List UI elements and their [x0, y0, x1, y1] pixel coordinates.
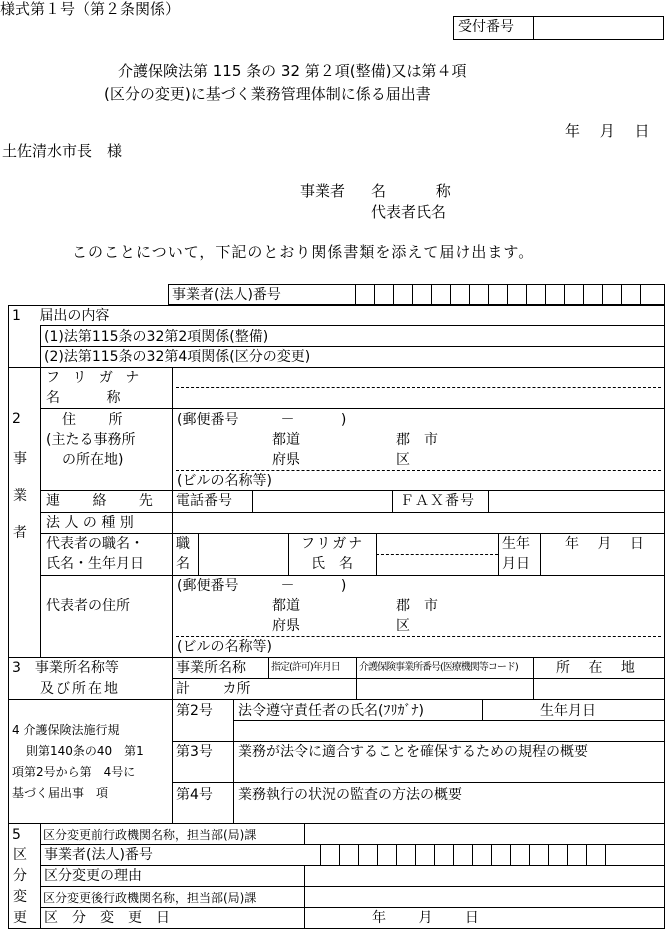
- representative-label: 代表者氏名: [371, 203, 447, 221]
- title-line2: (区分の変更)に基づく業務管理体制に係る届出書: [104, 85, 431, 103]
- post-change-authority-label: 区分変更後行政機関名称，担当部(局)課: [43, 891, 257, 905]
- rep-to-do-label: 都道: [272, 598, 300, 614]
- pre-change-authority-label: 区分変更前行政機関名称，担当部(局)課: [43, 828, 257, 842]
- section5-corp-number-label: 事業者(法人)番号: [44, 847, 153, 863]
- building-name-field[interactable]: (ビルの名称等): [177, 473, 272, 489]
- address-sublabel1: (主たる事務所: [46, 432, 136, 448]
- section3-label2: 及び所在地: [40, 681, 120, 697]
- business-name-field[interactable]: [176, 371, 661, 407]
- phone-field[interactable]: [253, 491, 391, 511]
- receipt-number-field[interactable]: [534, 17, 663, 39]
- location-header: 所 在 地: [556, 660, 635, 676]
- section5-number: 5: [12, 827, 21, 843]
- post-change-authority-field[interactable]: [305, 887, 664, 906]
- applicant-name-label: 名 称: [371, 182, 451, 200]
- corp-type-field[interactable]: [173, 513, 664, 533]
- section1-option2[interactable]: (2)法第115条の32第4項関係(区分の変更): [44, 349, 311, 365]
- addressee: 土佐清水市長 様: [2, 142, 123, 160]
- rep-title-label2: 氏名・生年月日: [46, 556, 144, 572]
- submission-date: 年 月 日: [565, 122, 650, 140]
- address-label: 住 所: [62, 412, 123, 428]
- item-no2: 第2号: [176, 703, 213, 719]
- section4-line1: 4 介護保険法施行規: [12, 723, 120, 737]
- fu-ken-label: 府県: [272, 452, 300, 468]
- corp-type-label: 法 人 の 種 別: [46, 515, 134, 531]
- rep-name-field[interactable]: [377, 534, 497, 574]
- officer-birthdate-label: 生年月日: [540, 703, 596, 719]
- rep-shimei-label: 氏 名: [311, 556, 353, 572]
- fax-label: ＦＡＸ番号: [400, 493, 475, 509]
- office-count-label: 計 カ所: [176, 681, 251, 697]
- to-do-label: 都道: [272, 432, 300, 448]
- change-date-field[interactable]: 年 月 日: [372, 910, 479, 926]
- section4-line4: 基づく届出事 項: [12, 786, 109, 800]
- rep-birth-date[interactable]: 年 月 日: [565, 536, 644, 552]
- birth-label1: 生年: [502, 536, 530, 552]
- section2-vertical-label: 事 業 者: [13, 451, 27, 541]
- section3-label1: 3 事業所名称等: [12, 660, 119, 676]
- gun-shi-label: 郡 市: [396, 432, 438, 448]
- ku-label: 区: [396, 452, 410, 468]
- rep-fu-ken-label: 府県: [272, 618, 300, 634]
- section1-option1[interactable]: (1)法第115条の32第2項関係(整備): [44, 329, 269, 345]
- applicant-label: 事業者: [300, 182, 346, 200]
- item-no4: 第4号: [176, 787, 213, 803]
- corp-number-label: 事業者(法人)番号: [172, 287, 281, 303]
- rep-building-field[interactable]: (ビルの名称等): [177, 639, 272, 655]
- office-number-header: 介護保険事業所番号(医療機関等コード): [359, 662, 518, 673]
- phone-label: 電話番号: [176, 493, 232, 509]
- rep-postal-field[interactable]: (郵便番号 － ): [177, 578, 347, 594]
- section2-number: 2: [12, 411, 21, 427]
- birth-label2: 月日: [502, 556, 530, 572]
- rep-address-label: 代表者の住所: [46, 598, 130, 614]
- rep-title-label1: 代表者の職名・: [46, 536, 144, 552]
- rep-furigana-label: フリガナ: [301, 536, 365, 552]
- compliance-officer-label: 法令遵守責任者の氏名(ﾌﾘｶﾞﾅ): [238, 703, 424, 719]
- designated-date-header: 指定(許可)年月日: [271, 662, 340, 673]
- address-sublabel2: の所在地): [62, 452, 124, 468]
- section5-vertical-label: 区 分 変 更: [13, 847, 27, 926]
- title-line1: 介護保険法第 115 条の 32 第２項(整備)又は第４項: [118, 62, 467, 80]
- shoku-label: 職: [176, 536, 190, 552]
- change-date-label: 区 分 変 更 日: [44, 910, 170, 926]
- office-name-header: 事業所名称: [176, 660, 246, 676]
- section4-line3: 項第2号から第 4号に: [12, 765, 136, 779]
- item-no3: 第3号: [176, 744, 213, 760]
- receipt-number-label: 受付番号: [458, 19, 514, 35]
- change-reason-field[interactable]: [305, 866, 664, 885]
- audit-method-label: 業務執行の状況の監査の方法の概要: [238, 787, 462, 803]
- business-name-label: 名 称: [46, 390, 121, 406]
- change-reason-label: 区分変更の理由: [44, 868, 142, 884]
- compliance-officer-field[interactable]: [234, 721, 664, 741]
- mei-label: 名: [176, 556, 190, 572]
- contact-label: 連 絡 先: [46, 493, 153, 509]
- furigana-label: フ リ ガ ナ: [46, 370, 144, 386]
- section4-line2: 則第140条の40 第1: [26, 744, 144, 758]
- fax-field[interactable]: [489, 491, 664, 511]
- compliance-rules-label: 業務が法令に適合することを確保するための規程の概要: [238, 744, 588, 760]
- rep-ku-label: 区: [396, 618, 410, 634]
- section1-label: 1 届出の内容: [12, 308, 110, 324]
- form-id: 様式第１号（第２条関係）: [0, 0, 181, 18]
- pre-change-authority-field[interactable]: [305, 824, 664, 843]
- rep-title-field[interactable]: [199, 534, 287, 574]
- rep-gun-shi-label: 郡 市: [396, 598, 438, 614]
- statement: このことについて，下記のとおり関係書類を添えて届け出ます。: [72, 243, 535, 261]
- postal-code-field[interactable]: (郵便番号 － ): [177, 412, 347, 428]
